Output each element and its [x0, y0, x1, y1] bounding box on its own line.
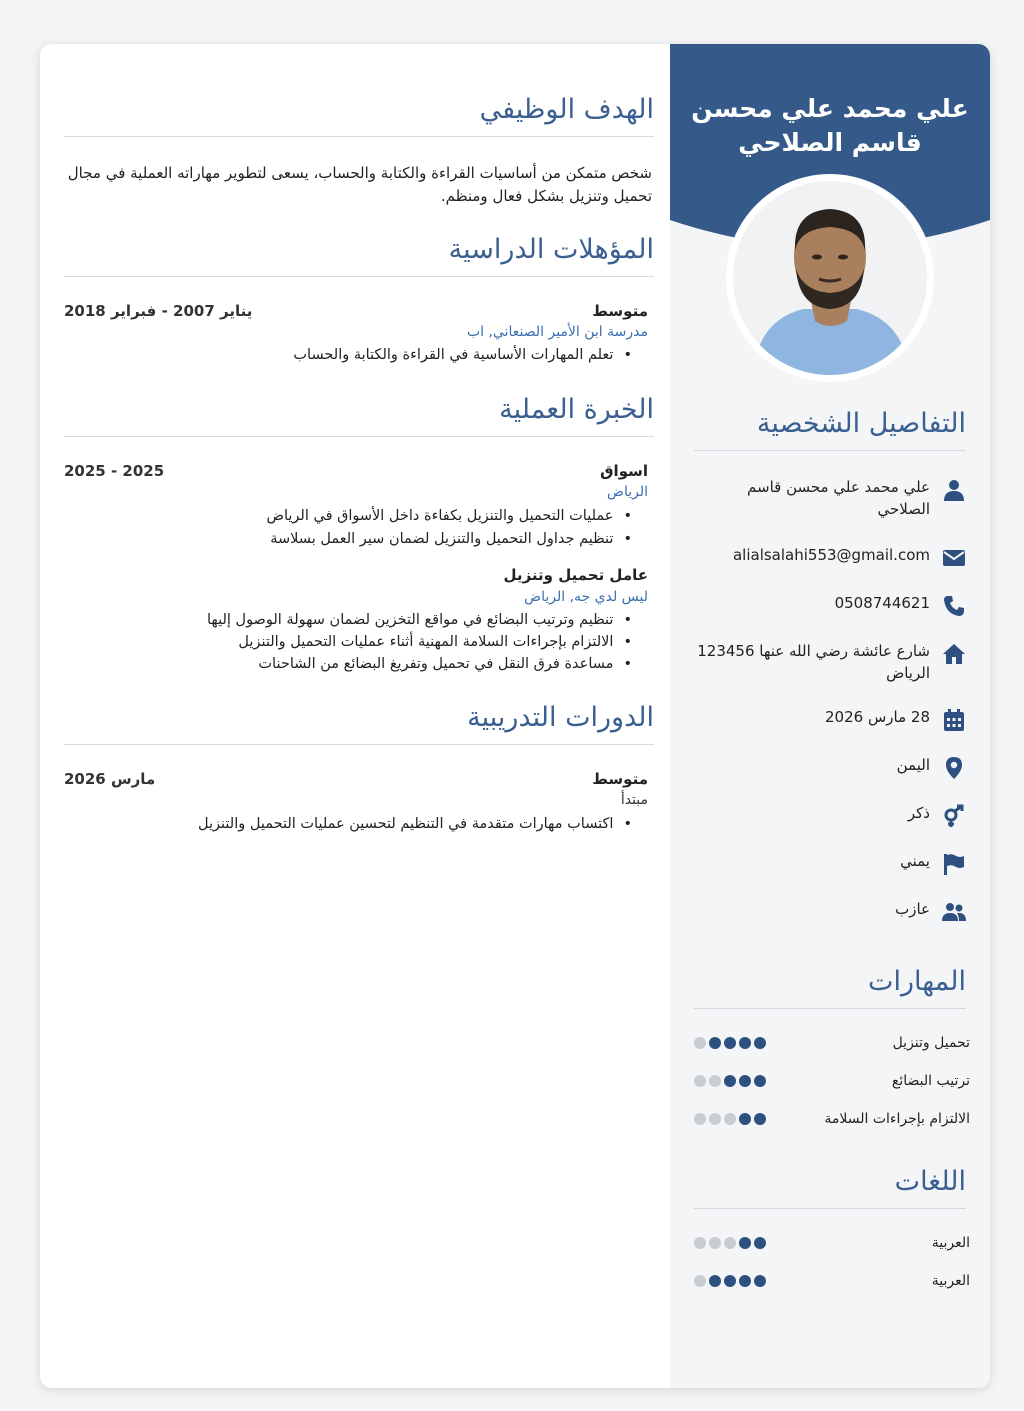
- experience-title-1: اسواق: [600, 462, 648, 480]
- skill-label: الالتزام بإجراءات السلامة: [824, 1111, 970, 1127]
- detail-country: [694, 754, 966, 780]
- detail-address-text: شارع عائشة رضي الله عنها 123456 الرياض: [697, 642, 930, 682]
- detail-address: [694, 640, 966, 684]
- experience-dates-1: 2025 - 2025: [64, 462, 165, 480]
- detail-birthdate: [694, 706, 966, 732]
- rating-dot: [709, 1037, 721, 1049]
- courses-title: الدورات التدريبية: [64, 698, 654, 745]
- skill-row: [694, 1032, 970, 1054]
- detail-gender: [694, 802, 966, 828]
- objective-title: الهدف الوظيفي: [64, 90, 654, 137]
- list-item: • مساعدة فرق النقل في تحميل وتفريغ البضائع من الشاحنات: [64, 653, 632, 675]
- rating-dot: [754, 1237, 766, 1249]
- rating-dot: [709, 1237, 721, 1249]
- location-pin-icon: [942, 756, 966, 780]
- rating-dot: [739, 1237, 751, 1249]
- detail-marital-text: عازب: [895, 900, 930, 918]
- rating-dot: [754, 1075, 766, 1087]
- rating-dot: [694, 1113, 706, 1125]
- experience-entry-header: [64, 462, 648, 484]
- skill-label: ترتيب البضائع: [891, 1073, 970, 1089]
- detail-name-text: علي محمد علي محسن قاسم الصلاحي: [747, 478, 930, 518]
- skill-label: تحميل وتنزيل: [892, 1035, 970, 1051]
- rating-dot: [724, 1037, 736, 1049]
- list-item: • عمليات التحميل والتنزيل بكفاءة داخل الأسواق في الرياض: [64, 505, 632, 527]
- detail-nationality-text: يمني: [900, 852, 930, 870]
- detail-marital-status: [694, 898, 966, 924]
- course-title: متوسط: [592, 770, 648, 788]
- envelope-icon: [942, 546, 966, 570]
- home-icon: [942, 642, 966, 666]
- rating-dot: [709, 1113, 721, 1125]
- user-icon: [942, 478, 966, 502]
- profile-name: [680, 92, 980, 160]
- language-rating: [694, 1237, 766, 1249]
- rating-dot: [709, 1075, 721, 1087]
- rating-dot: [739, 1075, 751, 1087]
- rating-dot: [754, 1113, 766, 1125]
- course-entry-header: [64, 770, 648, 792]
- gender-icon: [942, 804, 966, 828]
- flag-icon: [942, 852, 966, 876]
- skill-rating: [694, 1037, 766, 1049]
- detail-name: [694, 476, 966, 520]
- skill-rating: [694, 1075, 766, 1087]
- education-school: مدرسة ابن الأمير الصنعاني, اب: [466, 324, 648, 340]
- experience-place-1: الرياض: [607, 484, 648, 500]
- rating-dot: [739, 1037, 751, 1049]
- users-icon: [942, 900, 966, 924]
- detail-email-text: alialsalahi553@gmail.com: [732, 546, 930, 564]
- list-item: • تعلم المهارات الأساسية في القراءة والكتابة والحساب: [64, 344, 632, 366]
- rating-dot: [694, 1237, 706, 1249]
- calendar-icon: [942, 708, 966, 732]
- languages-title: اللغات: [694, 1162, 966, 1209]
- rating-dot: [754, 1037, 766, 1049]
- detail-gender-text: ذكر: [907, 804, 930, 822]
- rating-dot: [724, 1075, 736, 1087]
- skills-title: المهارات: [694, 962, 966, 1009]
- language-row: [694, 1232, 970, 1254]
- resume-card: [40, 44, 990, 1388]
- experience-title: الخبرة العملية: [64, 390, 654, 437]
- detail-phone-text: 0508744621: [834, 594, 930, 612]
- detail-birthdate-text: 28 مارس 2026: [825, 708, 930, 726]
- rating-dot: [694, 1075, 706, 1087]
- rating-dot: [754, 1275, 766, 1287]
- course-level: مبتدأ: [620, 792, 648, 808]
- rating-dot: [739, 1275, 751, 1287]
- detail-country-text: اليمن: [896, 756, 930, 774]
- language-label: العربية: [931, 1273, 970, 1289]
- list-item: • الالتزام بإجراءات السلامة المهنية أثناء عمليات التحميل والتنزيل: [64, 631, 632, 653]
- list-item: • اكتساب مهارات متقدمة في التنظيم لتحسين عمليات التحميل والتنزيل: [64, 813, 632, 835]
- skill-rating: [694, 1113, 766, 1125]
- detail-phone: [694, 592, 966, 618]
- name-line-1: علي محمد علي محسن: [691, 94, 969, 123]
- rating-dot: [739, 1113, 751, 1125]
- avatar-ring: [726, 174, 934, 382]
- experience-title-2: عامل تحميل وتنزيل: [503, 566, 648, 584]
- personal-details-title: التفاصيل الشخصية: [694, 404, 966, 451]
- education-entry-header: [64, 302, 648, 324]
- language-rating: [694, 1275, 766, 1287]
- course-dates: مارس 2026: [64, 770, 156, 788]
- education-title: المؤهلات الدراسية: [64, 230, 654, 277]
- experience-place-2: ليس لدي جه, الرياض: [524, 589, 648, 605]
- main-content: [40, 44, 670, 1388]
- detail-nationality: [694, 850, 966, 876]
- rating-dot: [694, 1275, 706, 1287]
- education-dates: يناير 2007 - فبراير 2018: [64, 302, 253, 320]
- avatar: [733, 181, 927, 375]
- detail-email: [694, 544, 966, 570]
- list-item: • تنظيم وترتيب البضائع في مواقع التخزين لضمان سهولة الوصول إليها: [64, 609, 632, 631]
- name-line-2: قاسم الصلاحي: [738, 128, 922, 157]
- skill-row: [694, 1108, 970, 1130]
- rating-dot: [694, 1037, 706, 1049]
- rating-dot: [709, 1275, 721, 1287]
- rating-dot: [724, 1113, 736, 1125]
- experience-entry-header: [64, 566, 648, 588]
- rating-dot: [724, 1237, 736, 1249]
- skill-row: [694, 1070, 970, 1092]
- sidebar: [670, 44, 990, 1388]
- education-degree: متوسط: [592, 302, 648, 320]
- list-item: • تنظيم جداول التحميل والتنزيل لضمان سير العمل بسلاسة: [64, 528, 632, 550]
- profile-photo: [733, 181, 927, 375]
- objective-text: شخص متمكن من أساسيات القراءة والكتابة والحساب، يسعى لتطوير مهاراته العملية في مجال تحميل وتنزيل بشكل فعال ومنظم.: [67, 164, 652, 205]
- phone-icon: [942, 594, 966, 618]
- language-row: [694, 1270, 970, 1292]
- rating-dot: [724, 1275, 736, 1287]
- language-label: العربية: [931, 1235, 970, 1251]
